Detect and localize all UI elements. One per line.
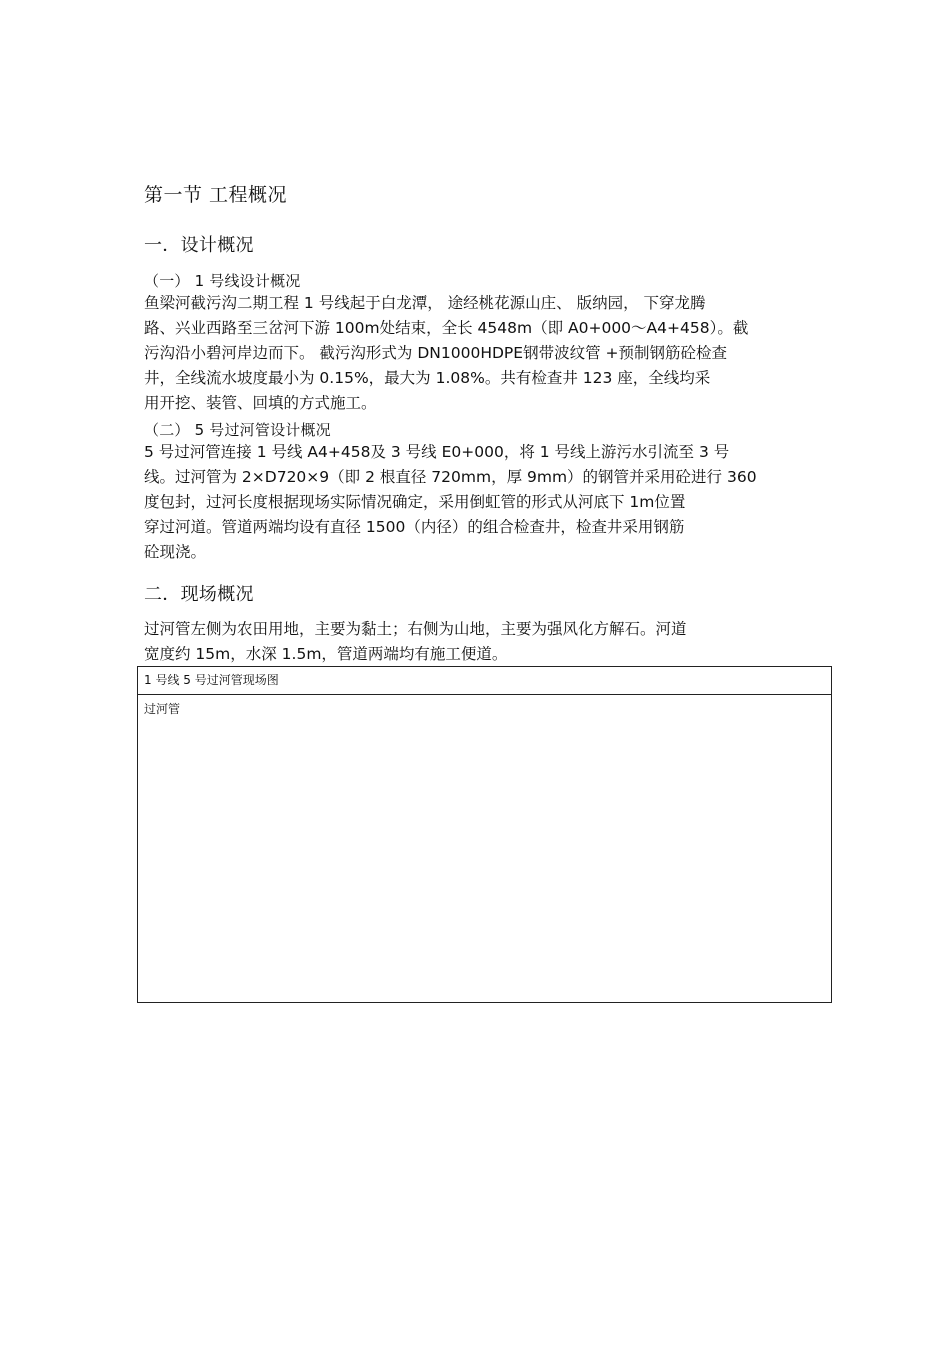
paragraph-line: 宽度约 15m，水深 1.5m，管道两端均有施工便道。 xyxy=(144,645,508,663)
paragraph-line: 5 号过河管连接 1 号线 A4+458及 3 号线 E0+000，将 1 号线上游污水引流至 3 号 xyxy=(144,443,730,461)
part1-heading: 一．设计概况 xyxy=(144,235,254,256)
paragraph-line: 线。过河管为 2×D720×9（即 2 根直径 720mm，厚 9mm）的钢管并采用砼进行 360 xyxy=(144,468,757,486)
paragraph-line: 井，全线流水坡度最小为 0.15%，最大为 1.08%。共有检查井 123 座，全线均采 xyxy=(144,369,711,387)
table-header-row xyxy=(138,667,831,695)
table-body-label: 过河管 xyxy=(144,702,181,716)
part2-paragraph xyxy=(144,617,824,667)
paragraph-line: 鱼梁河截污沟二期工程 1 号线起于白龙潭， 途经桃花源山庄、 版纳园， 下穿龙腾 xyxy=(144,294,706,312)
subsection-1-paragraph xyxy=(144,291,824,416)
paragraph-line: 过河管左侧为农田用地，主要为黏土；右侧为山地，主要为强风化方解石。河道 xyxy=(144,620,687,638)
paragraph-line: 用开挖、装管、回填的方式施工。 xyxy=(144,394,377,412)
subsection-2-heading: （二） 5 号过河管设计概况 xyxy=(144,421,331,439)
paragraph-line: 度包封，过河长度根据现场实际情况确定，采用倒虹管的形式从河底下 1m位置 xyxy=(144,493,686,511)
section-title: 第一节 工程概况 xyxy=(144,184,288,206)
site-photo-table xyxy=(137,666,832,1003)
paragraph-line: 砼现浇。 xyxy=(144,543,207,561)
paragraph-line: 穿过河道。管道两端均设有直径 1500（内径）的组合检查井，检查井采用钢筋 xyxy=(144,518,685,536)
part2-heading: 二．现场概况 xyxy=(144,584,254,605)
table-header-label: 1 号线 5 号过河管现场图 xyxy=(144,673,279,687)
paragraph-line: 路、兴业西路至三岔河下游 100m处结束，全长 4548m（即 A0+000～A4+458）。截 xyxy=(144,319,749,337)
subsection-2-paragraph xyxy=(144,440,824,565)
subsection-1-heading: （一） 1 号线设计概况 xyxy=(144,272,301,290)
paragraph-line: 污沟沿小碧河岸边而下。 截污沟形式为 DN1000HDPE钢带波纹管 +预制钢筋砼检查 xyxy=(144,344,727,362)
